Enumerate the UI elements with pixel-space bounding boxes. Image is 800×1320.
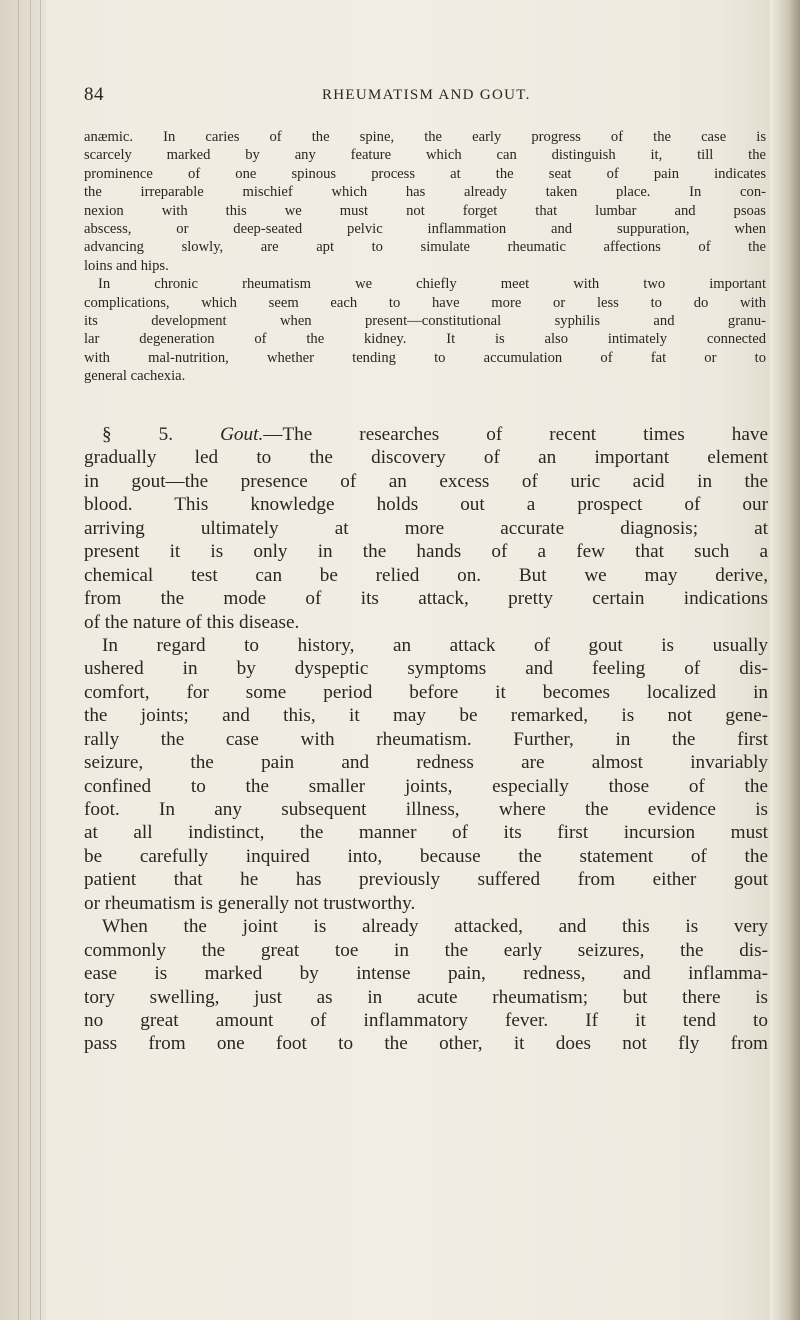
text-line: rally the case with rheumatism. Further, in the first [84, 728, 768, 750]
text-line: with mal-nutrition, whether tending to accumulation of fat or to [84, 349, 766, 366]
right-page-edge [770, 0, 800, 1320]
text-line: When the joint is already attacked, and this is very [102, 916, 768, 938]
small-print-paragraphs [84, 128, 766, 385]
text-line: pass from one foot to the other, it does not fly from [84, 1033, 768, 1055]
text-line: confined to the smaller joints, especially those of the [84, 775, 768, 797]
text-line: ushered in by dyspeptic symptoms and feeling of dis- [84, 658, 768, 680]
text-line: present it is only in the hands of a few that such a [84, 541, 768, 563]
text-line: patient that he has previously suffered from either gout [84, 869, 768, 891]
text-line: tory swelling, just as in acute rheumatism; but there is [84, 986, 768, 1008]
binding-edge-line [18, 0, 19, 1320]
text-line: scarcely marked by any feature which can distinguish it, till the [84, 147, 766, 164]
text-line: its development when present—constitutional syphilis and granu- [84, 312, 766, 329]
text-line: arriving ultimately at more accurate diagnosis; at [84, 517, 768, 539]
text-line: lar degeneration of the kidney. It is also intimately connected [84, 331, 766, 348]
text-line: from the mode of its attack, pretty certain indications [84, 588, 768, 610]
text-line: foot. In any subsequent illness, where the evidence is [84, 799, 768, 820]
text-line: ease is marked by intense pain, redness, and inflamma- [84, 963, 768, 985]
text-line: nexion with this we must not forget that lumbar and psoas [84, 202, 766, 219]
text-line: or rheumatism is generally not trustworthy. [84, 892, 416, 914]
text-line: at all indistinct, the manner of its first incursion must [84, 822, 768, 844]
binding-edge-line [40, 0, 41, 1320]
text-line: the irreparable mischief which has already taken place. In con- [84, 184, 766, 201]
text-line: complications, which seem each to have more or less to do with [84, 294, 766, 311]
text-line: comfort, for some period before it becomes localized in [84, 681, 768, 703]
text-line: —The researches of recent times have [263, 424, 769, 445]
text-line: blood. This knowledge holds out a prospect of our [84, 494, 768, 516]
text-line: In chronic rheumatism we chiefly meet with two important [98, 276, 766, 293]
text-line: prominence of one spinous process at the seat of pain indicates [84, 165, 766, 182]
section-gout [84, 423, 768, 1056]
text-line: anæmic. In caries of the spine, the early progress of the case is [84, 129, 766, 145]
page-number: 84 [84, 84, 104, 105]
text-line: no great amount of inflammatory fever. If it tend to [84, 1009, 768, 1031]
text-line: gradually led to the discovery of an important element [84, 447, 768, 469]
section-number: § 5. [102, 424, 174, 445]
text-line: be carefully inquired into, because the statement of the [84, 845, 768, 867]
page-header [0, 84, 800, 108]
text-line: seizure, the pain and redness are almost invariably [84, 752, 768, 774]
text-line: the joints; and this, it may be remarked, is not gene- [84, 705, 768, 727]
text-line: chemical test can be relied on. But we may derive, [84, 564, 768, 586]
text-line: general cachexia. [84, 368, 186, 385]
binding-edge-line [30, 0, 31, 1320]
running-head: RHEUMATISM AND GOUT. [322, 87, 531, 103]
text-line: advancing slowly, are apt to simulate rheumatic affections of the [84, 239, 766, 256]
text-line: abscess, or deep-seated pelvic inflammation and suppuration, when [84, 220, 766, 237]
text-line: In regard to history, an attack of gout is usually [102, 634, 768, 656]
section-first-line [84, 423, 768, 446]
text-line: of the nature of this disease. [84, 611, 300, 633]
text-line: commonly the great toe in the early seizures, the dis- [84, 939, 768, 961]
text-line: in gout—the presence of an excess of uric acid in the [84, 470, 768, 492]
section-title: Gout. [220, 424, 264, 445]
text-line: loins and hips. [84, 257, 169, 274]
